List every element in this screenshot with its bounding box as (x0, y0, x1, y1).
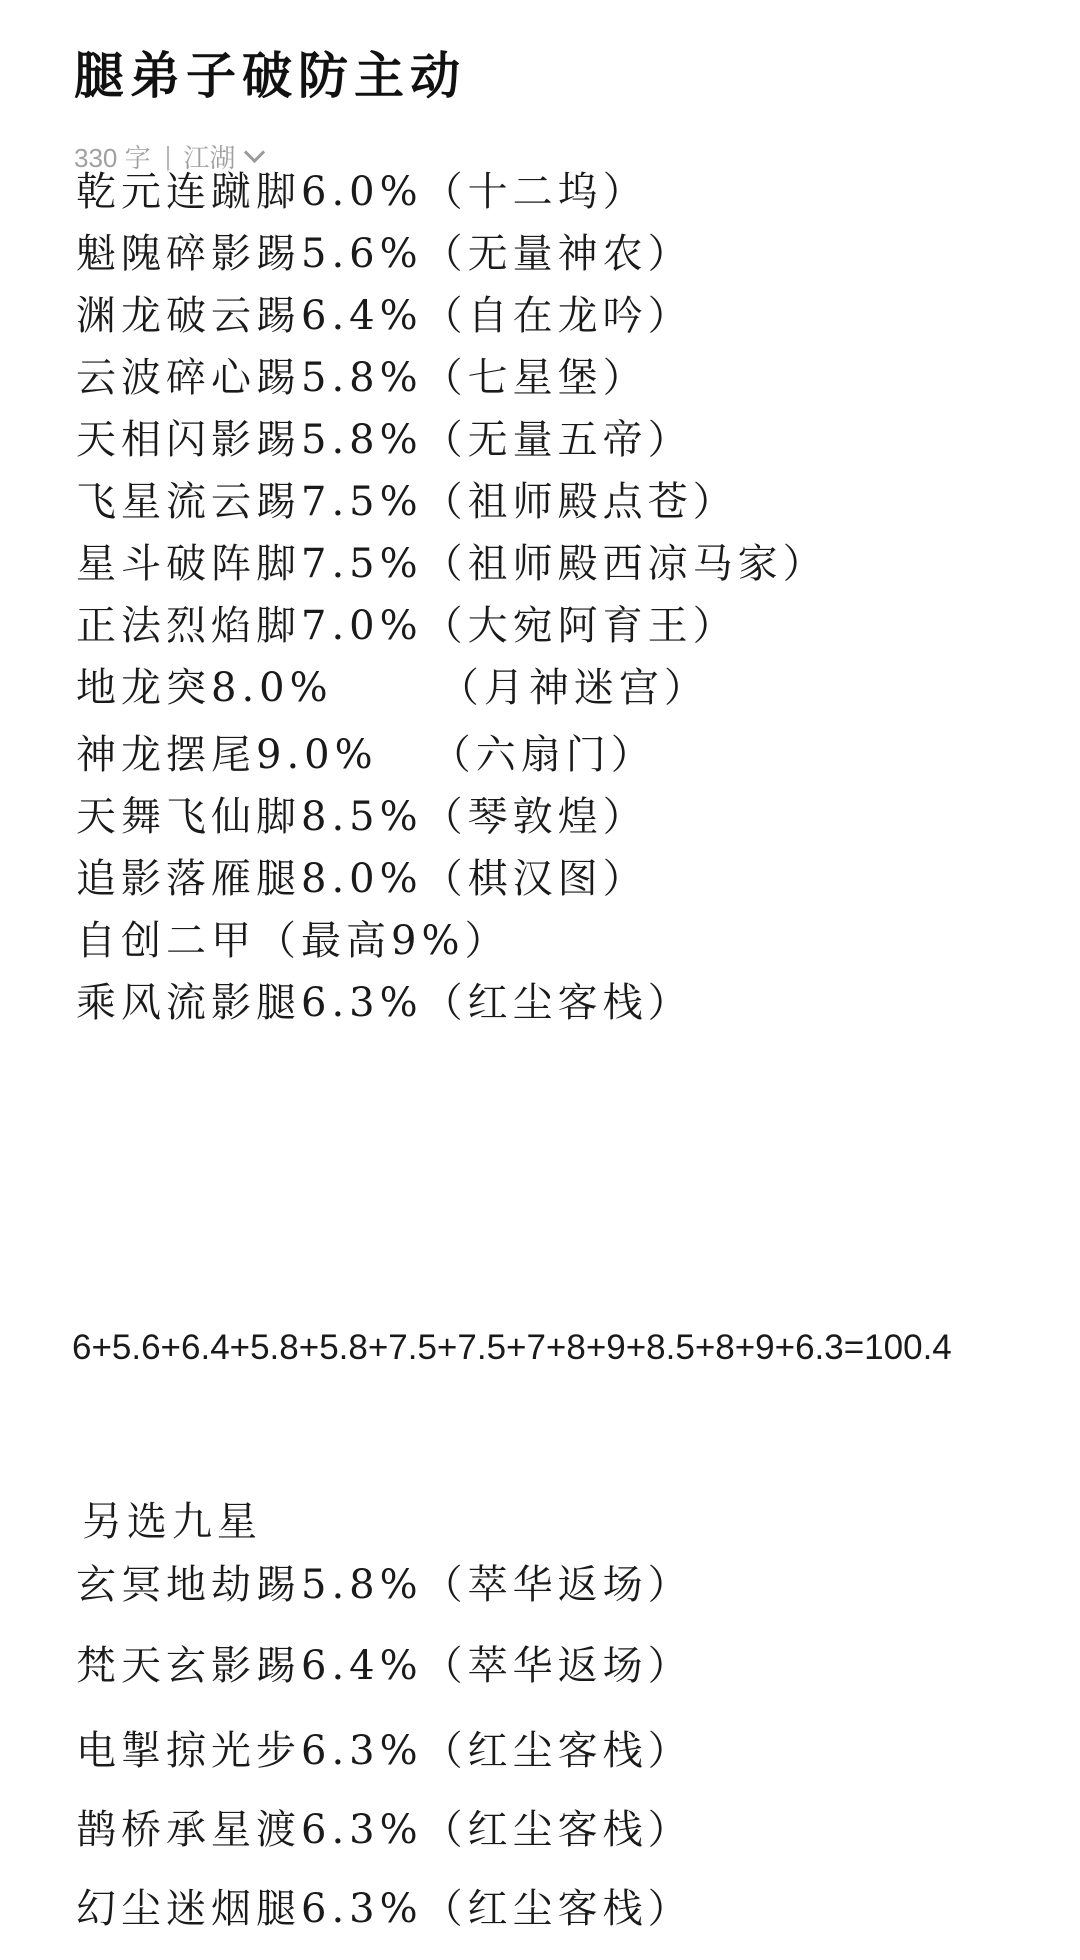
list-item: 正法烈焰脚7.0%（大宛阿育王） (76, 603, 738, 649)
list-item: 电掣掠光步6.3%（红尘客栈） (76, 1728, 693, 1774)
list-item: 星斗破阵脚7.5%（祖师殿西凉马家） (76, 541, 828, 587)
article-title: 腿弟子破防主动 (74, 47, 466, 105)
list-item: 飞星流云踢7.5%（祖师殿点苍） (76, 479, 738, 525)
list-item: 天舞飞仙脚8.5%（琴敦煌） (76, 794, 648, 840)
meta-divider: | (164, 141, 172, 171)
list-item: 幻尘迷烟腿6.3%（红尘客栈） (76, 1886, 693, 1932)
list-item: 地龙突8.0% （月神迷宫） (76, 665, 709, 711)
list-item: 玄冥地劫踢5.8%（萃华返场） (76, 1562, 693, 1608)
word-count: 330 字 (74, 143, 151, 173)
list-item: 鹊桥承星渡6.3%（红尘客栈） (76, 1807, 693, 1853)
list-item: 云波碎心踢5.8%（七星堡） (76, 355, 648, 401)
list-item: 乘风流影腿6.3%（红尘客栈） (76, 980, 693, 1026)
section-heading: 另选九星 (82, 1499, 262, 1545)
category-label: 江湖 (183, 143, 236, 173)
chevron-down-icon (244, 142, 265, 163)
list-item: 自创二甲（最高9%） (76, 918, 510, 964)
sum-formula: 6+5.6+6.4+5.8+5.8+7.5+7.5+7+8+9+8.5+8+9+6.3=100.4 (72, 1328, 952, 1367)
list-item: 神龙摆尾9.0% （六扇门） (76, 732, 656, 778)
list-item: 追影落雁腿8.0%（棋汉图） (76, 856, 648, 902)
list-item: 天相闪影踢5.8%（无量五帝） (76, 417, 693, 463)
list-item: 梵天玄影踢6.4%（萃华返场） (76, 1643, 693, 1689)
list-item: 渊龙破云踢6.4%（自在龙吟） (76, 293, 693, 339)
list-item: 乾元连蹴脚6.0%（十二坞） (76, 169, 648, 215)
list-item: 魁隗碎影踢5.6%（无量神农） (76, 231, 693, 277)
